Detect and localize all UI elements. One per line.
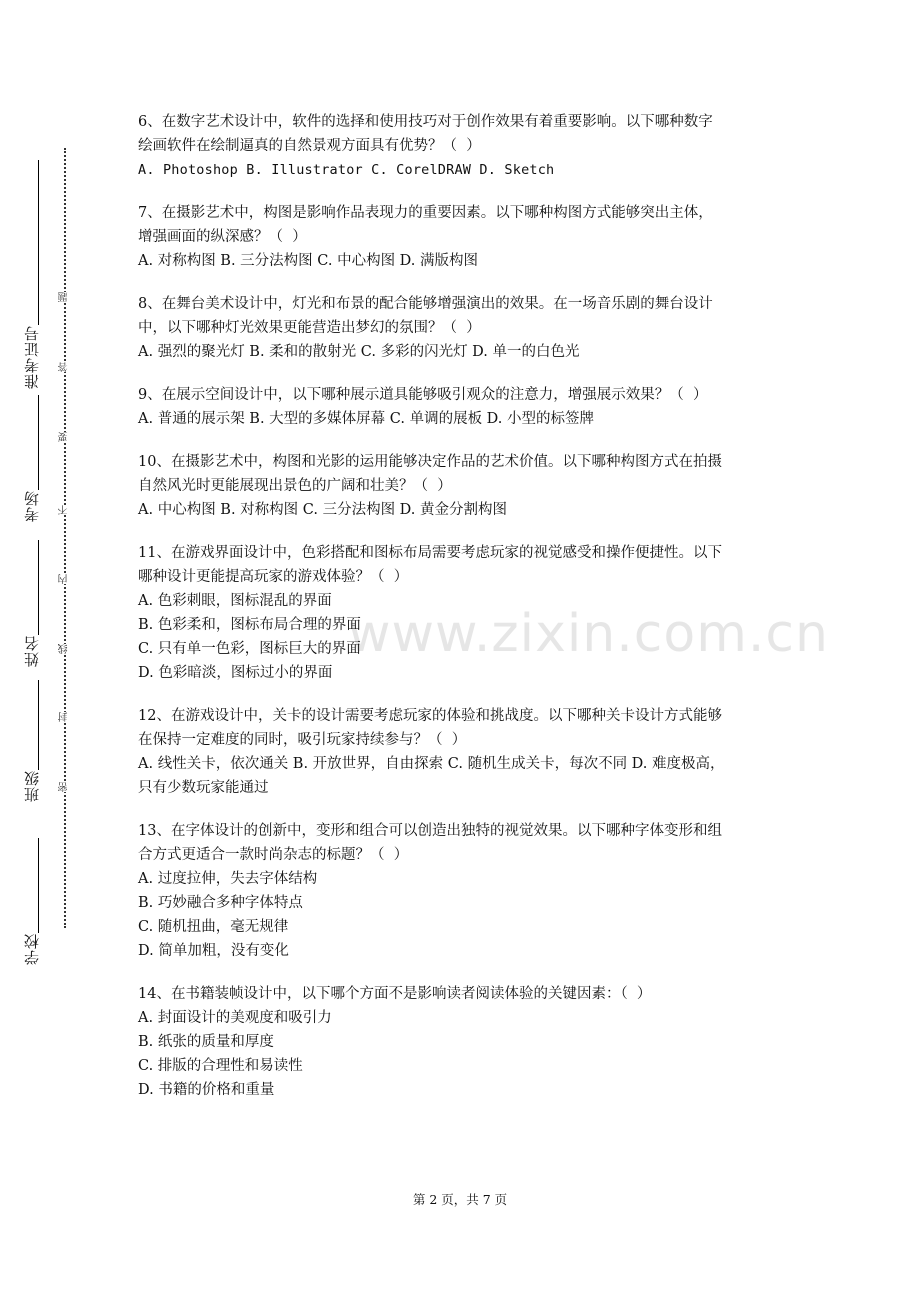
question-stem: 8、在舞台美术设计中，灯光和布景的配合能够增强演出的效果。在一场音乐剧的舞台设计 xyxy=(138,296,713,312)
seal-char: 线 xyxy=(59,644,70,654)
question-stem: 7、在摄影艺术中，构图是影响作品表现力的重要因素。以下哪种构图方式能够突出主体， xyxy=(138,205,713,221)
question-line: A. 色彩刺眼，图标混乱的界面 xyxy=(138,593,332,609)
question-line: B. 纸张的质量和厚度 xyxy=(138,1034,274,1050)
question-6 xyxy=(138,110,788,182)
question-line: 增强画面的纵深感？（ ） xyxy=(138,229,307,245)
question-line: A. 强烈的聚光灯 B. 柔和的散射光 C. 多彩的闪光灯 D. 单一的白色光 xyxy=(138,344,580,360)
field-underline xyxy=(38,540,39,635)
question-line: A. 线性关卡，依次通关 B. 开放世界，自由探索 C. 随机生成关卡，每次不同 D. 难度极高， xyxy=(138,756,725,772)
binding-margin xyxy=(0,0,110,1302)
question-stem: 9、在展示空间设计中，以下哪种展示道具能够吸引观众的注意力，增强展示效果？（ ） xyxy=(138,387,708,403)
question-line: A. 封面设计的美观度和吸引力 xyxy=(138,1010,332,1026)
watermark: www.zixin.com.cn xyxy=(348,604,829,664)
question-line: 合方式更适合一款时尚杂志的标题？（ ） xyxy=(138,847,409,863)
field-2 xyxy=(18,540,44,667)
question-line: 中，以下哪种灯光效果更能营造出梦幻的氛围？（ ） xyxy=(138,320,481,336)
question-line: B. 色彩柔和，图标布局合理的界面 xyxy=(138,617,361,633)
field-1 xyxy=(18,395,44,522)
field-underline xyxy=(38,838,39,933)
field-label: 考场 xyxy=(22,490,41,522)
question-list xyxy=(138,110,788,1121)
field-underline xyxy=(38,680,39,770)
question-7 xyxy=(138,201,788,273)
question-line: A. 普通的展示架 B. 大型的多媒体屏幕 C. 单调的展板 D. 小型的标签牌 xyxy=(138,411,595,427)
question-line: A. 中心构图 B. 对称构图 C. 三分法构图 D. 黄金分割构图 xyxy=(138,502,508,518)
seal-char: 内 xyxy=(59,574,70,584)
question-line: 自然风光时更能展现出景色的广阔和壮美？（ ） xyxy=(138,478,452,494)
question-line: B. 巧妙融合多种字体特点 xyxy=(138,895,303,911)
question-stem: 10、在摄影艺术中，构图和光影的运用能够决定作品的艺术价值。以下哪种构图方式在拍摄 xyxy=(138,454,722,470)
field-label: 准考证号 xyxy=(22,325,41,389)
question-11 xyxy=(138,541,788,685)
question-line: 哪种设计更能提高玩家的游戏体验？（ ） xyxy=(138,569,409,585)
seal-char: 不 xyxy=(59,505,70,515)
question-line: A. 过度拉伸，失去字体结构 xyxy=(138,871,318,887)
question-line: C. 随机扭曲，毫无规律 xyxy=(138,919,289,935)
question-line: A. 对称构图 B. 三分法构图 C. 中心构图 D. 满版构图 xyxy=(138,253,479,269)
field-label: 班级 xyxy=(22,770,41,802)
field-0 xyxy=(18,160,44,389)
question-line: 绘画软件在绘制逼真的自然景观方面具有优势？（ ） xyxy=(138,138,481,154)
field-label: 姓名 xyxy=(22,635,41,667)
seal-dotted-line xyxy=(64,148,66,928)
question-9 xyxy=(138,383,788,431)
field-3 xyxy=(18,680,44,802)
question-stem: 14、在书籍装帧设计中，以下哪个方面不是影响读者阅读体验的关键因素：（ ） xyxy=(138,986,652,1002)
question-stem: 11、在游戏界面设计中，色彩搭配和图标布局需要考虑玩家的视觉感受和操作便捷性。以下 xyxy=(138,545,722,561)
seal-char: 封 xyxy=(59,712,70,722)
question-line: D. 色彩暗淡，图标过小的界面 xyxy=(138,665,333,681)
question-8 xyxy=(138,292,788,364)
question-stem: 13、在字体设计的创新中，变形和组合可以创造出独特的视觉效果。以下哪种字体变形和组 xyxy=(138,823,722,839)
question-14 xyxy=(138,982,788,1102)
page-footer: 第 2 页，共 7 页 xyxy=(412,1192,508,1207)
question-line: C. 排版的合理性和易读性 xyxy=(138,1058,303,1074)
question-line: 在保持一定难度的同时，吸引玩家持续参与？（ ） xyxy=(138,732,467,748)
question-stem: 12、在游戏设计中，关卡的设计需要考虑玩家的体验和挑战度。以下哪种关卡设计方式能够 xyxy=(138,708,722,724)
seal-char: 答 xyxy=(59,362,70,372)
question-12 xyxy=(138,704,788,800)
field-underline xyxy=(38,395,39,490)
question-line: C. 只有单一色彩，图标巨大的界面 xyxy=(138,641,361,657)
question-stem: 6、在数字艺术设计中，软件的选择和使用技巧对于创作效果有着重要影响。以下哪种数字 xyxy=(138,114,713,130)
seal-char: 密 xyxy=(59,782,70,792)
seal-char: 要 xyxy=(59,432,70,442)
question-10 xyxy=(138,450,788,522)
question-line: D. 简单加粗，没有变化 xyxy=(138,943,289,959)
field-4 xyxy=(18,838,44,965)
question-line: 只有少数玩家能通过 xyxy=(138,780,269,796)
seal-char: 题 xyxy=(59,292,70,302)
question-line: D. 书籍的价格和重量 xyxy=(138,1082,275,1098)
field-underline xyxy=(38,160,39,325)
question-13 xyxy=(138,819,788,963)
question-line: A. Photoshop B. Illustrator C. CorelDRAW D. Sketch xyxy=(138,162,555,178)
field-label: 学校 xyxy=(22,933,41,965)
